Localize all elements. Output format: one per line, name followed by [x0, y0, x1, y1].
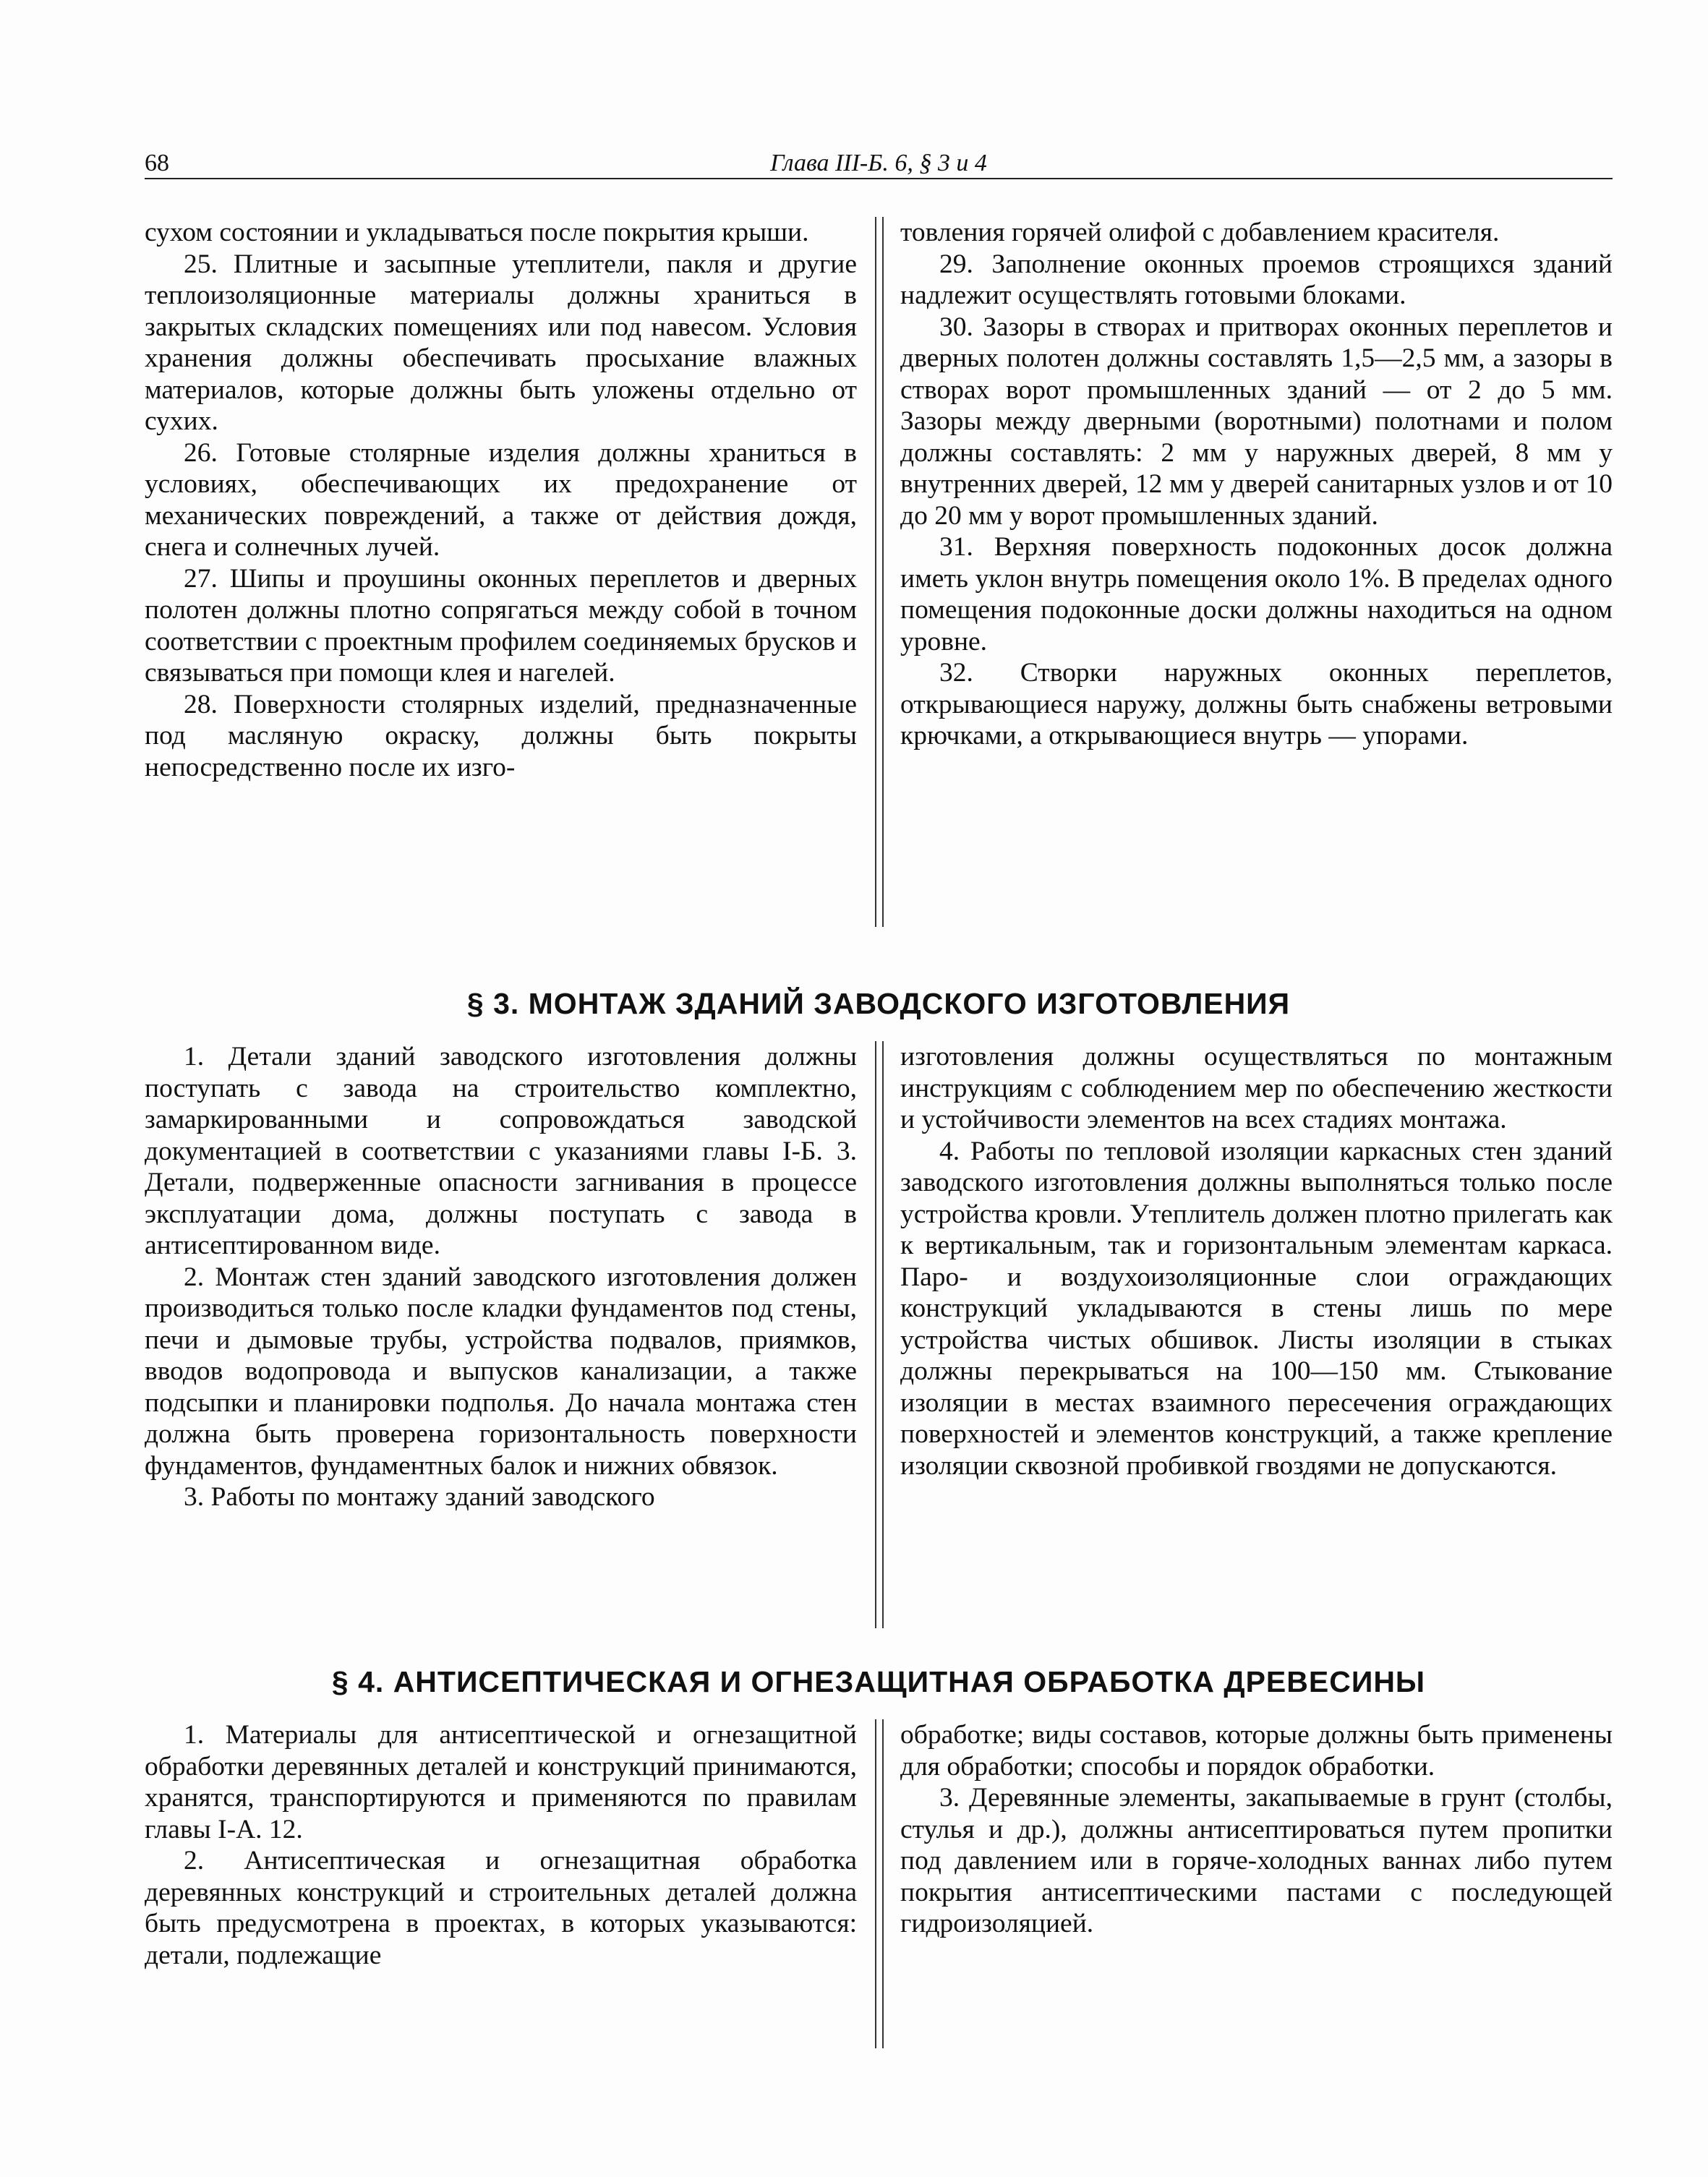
paragraph: изготовления должны осуществляться по монтажным инструкциям с соблюдением мер по обеспечению жесткости и устойчивости элементов на всех стадиях монтажа. — [900, 1042, 1613, 1134]
section-4-body — [145, 1719, 1613, 2059]
text-block-1 — [145, 217, 1613, 940]
paragraph: 1. Детали зданий заводского изготовления должны поступать с завода на строительство комплектно, замаркированными и сопровождаться заводской документацией в соответствии с указаниями главы I-Б. 3. Детали, подверженные опасности загнивания в процессе эксплуатации дома, должны поступать с завода в антисептированном виде. — [145, 1042, 857, 1260]
section-3-title: § 3. МОНТАЖ ЗДАНИЙ ЗАВОДСКОГО ИЗГОТОВЛЕНИЯ — [466, 987, 1291, 1020]
running-head: Глава III-Б. 6, § 3 и 4 — [770, 150, 987, 176]
paragraph: 2. Монтаж стен зданий заводского изготовления должен производиться только после кладки фундаментов под стены, печи и дымовые трубы, устройства подвалов, приямков, вводов водопровода и выпусков канализации, а также подсыпки и планировки подполья. До начала монтажа стен должна быть проверена горизонтальность поверхности фундаментов, фундаментных балок и нижних обвязок. — [145, 1262, 857, 1481]
paragraph: 25. Плитные и засыпные утеплители, пакля и другие теплоизоляционные материалы должны храниться в закрытых складских помещениях или под навесом. Условия хранения должны обеспечивать просыхание влажных материалов, которые должны быть уложены отдельно от сухих. — [145, 249, 857, 436]
column-divider — [875, 217, 884, 927]
column-divider — [875, 1041, 884, 1628]
page-number: 68 — [145, 150, 169, 176]
paragraph: 2. Антисептическая и огнезащитная обработка деревянных конструкций и строительных деталей должна быть предусмотрена в проектах, в которых указываются: детали, подлежащие — [145, 1846, 857, 1970]
section-3-body — [145, 1041, 1613, 1641]
column-right — [900, 217, 1613, 752]
column-right — [900, 1719, 1613, 1940]
paragraph: 28. Поверхности столярных изделий, предназначенные под масляную окраску, должны быть покрыты непосредственно после их изго- — [145, 689, 857, 782]
paragraph: 4. Работы по тепловой изоляции каркасных стен зданий заводского изготовления должны выполняться только после устройства кровли. Утеплитель должен плотно прилегать как к вертикальным, так и горизонтальным элементам каркаса. Паро- и воздухоизоляционные слои ограждающих конструкций укладываются в стены лишь по мере устройства чистых обшивок. Листы изоляции в стыках должны перекрываться на 100—150 мм. Стыкование изоляции в местах взаимного пересечения ограждающих поверхностей и элементов конструкций, а также крепление изоляции сквозной пробивкой гвоздями не допускаются. — [900, 1136, 1613, 1481]
paragraph: сухом состоянии и укладываться после покрытия крыши. — [145, 218, 809, 247]
column-right — [900, 1041, 1613, 1481]
section-4-title: § 4. АНТИСЕПТИЧЕСКАЯ И ОГНЕЗАЩИТНАЯ ОБРАБОТКА ДРЕВЕСИНЫ — [331, 1665, 1426, 1698]
column-divider — [875, 1719, 884, 2048]
column-left — [145, 1041, 857, 1513]
paragraph: 27. Шипы и проушины оконных переплетов и дверных полотен должны плотно сопрягаться между собой в точном соответствии с проектным профилем соединяемых брусков и связываться при помощи клея и нагелей. — [145, 563, 857, 688]
paragraph: 32. Створки наружных оконных переплетов, открывающиеся наружу, должны быть снабжены ветровыми крючками, а открывающиеся внутрь — упорами. — [900, 658, 1613, 750]
paragraph: 3. Работы по монтажу зданий заводского — [184, 1482, 655, 1512]
paragraph: товления горячей олифой с добавлением красителя. — [900, 218, 1500, 247]
paragraph: 1. Материалы для антисептической и огнезащитной обработки деревянных деталей и конструкций принимаются, хранятся, транспортируются и применяются по правилам главы I-А. 12. — [145, 1720, 857, 1844]
paragraph: 30. Зазоры в створах и притворах оконных переплетов и дверных полотен должны составлять 1,5—2,5 мм, а зазоры в створах ворот промышленных зданий — от 2 до 5 мм. Зазоры между дверными (воротными) полотнами и полом должны составлять: 2 мм у наружных дверей, 8 мм у внутренних дверей, 12 мм у дверей санитарных узлов и от 10 до 20 мм у ворот промышленных зданий. — [900, 312, 1613, 531]
paragraph: 29. Заполнение оконных проемов строящихся зданий надлежит осуществлять готовыми блоками. — [900, 249, 1613, 310]
paragraph: обработке; виды составов, которые должны быть применены для обработки; способы и порядок обработки. — [900, 1720, 1613, 1782]
paragraph: 3. Деревянные элементы, закапываемые в грунт (столбы, стулья и др.), должны антисептироваться путем пропитки под давлением или в горяче-холодных ваннах либо путем покрытия антисептическими пастами с последующей гидроизоляцией. — [900, 1783, 1613, 1938]
column-left — [145, 217, 857, 783]
paragraph: 26. Готовые столярные изделия должны храниться в условиях, обеспечивающих их предохранение от механических повреждений, а также от действия дождя, снега и солнечных лучей. — [145, 437, 857, 562]
column-left — [145, 1719, 857, 1971]
page-header — [145, 149, 1613, 179]
paragraph: 31. Верхняя поверхность подоконных досок должна иметь уклон внутрь помещения около 1%. В пределах одного помещения подоконные доски должны находиться на одном уровне. — [900, 532, 1613, 656]
